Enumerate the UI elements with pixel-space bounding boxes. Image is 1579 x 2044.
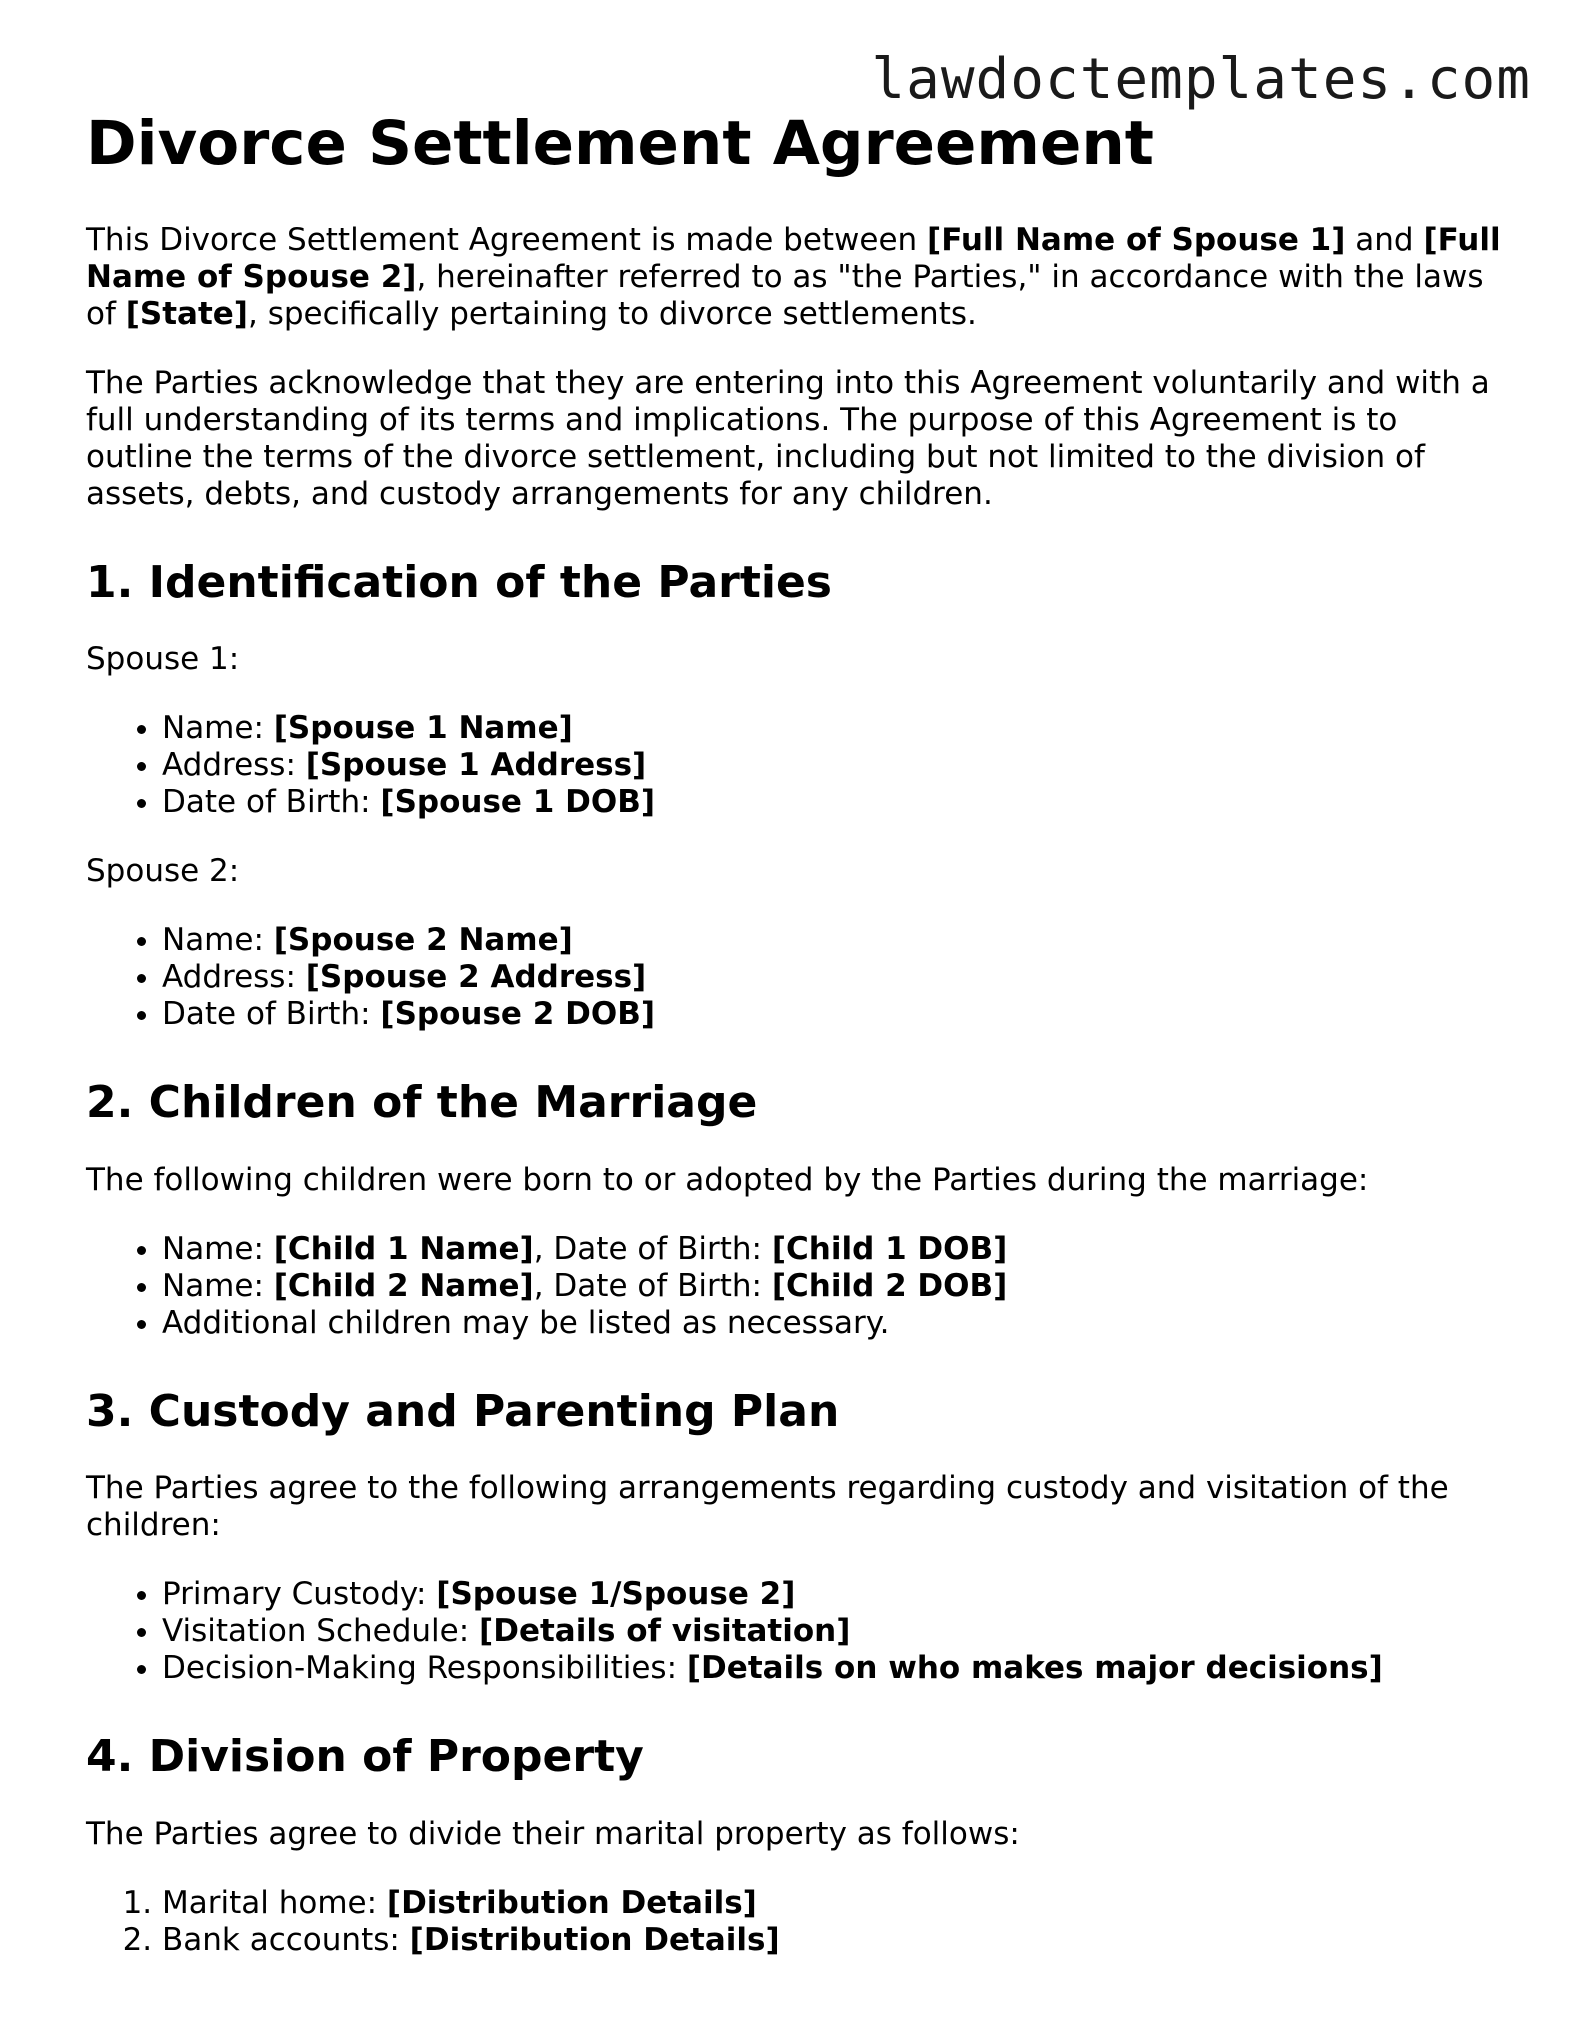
list-item: • Address: [Spouse 1 Address] [162, 747, 1506, 784]
list-item: • Date of Birth: [Spouse 1 DOB] [162, 784, 1506, 821]
children-intro: The following children were born to or adopted by the Parties during the marriage: [86, 1161, 1369, 1198]
spouse2-label: Spouse 2: [86, 853, 240, 890]
custody-list [86, 1576, 1506, 1687]
spouse2-details-list [86, 922, 1506, 1033]
spouse1-details-list [86, 710, 1506, 821]
list-item: • Additional children may be listed as necessary. [162, 1305, 1506, 1342]
list-item: • Address: [Spouse 2 Address] [162, 959, 1506, 996]
property-intro: The Parties agree to divide their marital property as follows: [86, 1815, 1020, 1852]
list-item: 1. Marital home: [Distribution Details] [162, 1885, 1506, 1922]
list-item: 2. Bank accounts: [Distribution Details] [162, 1922, 1506, 1959]
document-title: Divorce Settlement Agreement [86, 108, 1154, 179]
list-item: • Name: [Child 2 Name], Date of Birth: [Child 2 DOB] [162, 1268, 1506, 1305]
spouse1-fullname-placeholder: [Full Name of Spouse 1] [927, 222, 1346, 259]
section-heading-children: 2. Children of the Marriage [86, 1077, 758, 1129]
list-item: • Name: [Child 1 Name], Date of Birth: [Child 1 DOB] [162, 1231, 1506, 1268]
list-item: • Name: [Spouse 2 Name] [162, 922, 1506, 959]
spouse2-fullname-placeholder: [Full Name of Spouse 2] [86, 222, 1501, 296]
intro-paragraph-purpose: The Parties acknowledge that they are entering into this Agreement voluntarily and with a full understanding of its terms and implications. The purpose of this Agreement is to outline the terms of the divorce settlement, including but not limited to the division of assets, debts, and custody arrangements for any children. [86, 365, 1490, 513]
children-list [86, 1231, 1506, 1342]
section-heading-identification: 1. Identification of the Parties [86, 557, 832, 609]
intro-paragraph-parties: This Divorce Settlement Agreement is made between [Full Name of Spouse 1] and [Full Name of Spouse 2], hereinafter referred to as "the Parties," in accordance with the laws of [State], specifically pertaining to divorce settlements. [86, 222, 1501, 333]
spouse1-label: Spouse 1: [86, 641, 240, 678]
site-watermark: lawdoctemplates.com [871, 47, 1531, 112]
state-placeholder: [State] [125, 296, 248, 333]
list-item: • Decision-Making Responsibilities: [Details on who makes major decisions] [162, 1650, 1506, 1687]
section-heading-custody: 3. Custody and Parenting Plan [86, 1385, 840, 1437]
list-item: • Visitation Schedule: [Details of visitation] [162, 1613, 1506, 1650]
list-item: • Name: [Spouse 1 Name] [162, 710, 1506, 747]
section-heading-property: 4. Division of Property [86, 1731, 644, 1783]
property-list [86, 1885, 1506, 1959]
list-item: • Date of Birth: [Spouse 2 DOB] [162, 996, 1506, 1033]
custody-intro: The Parties agree to the following arrangements regarding custody and visitation of the children: [86, 1470, 1449, 1544]
list-item: • Primary Custody: [Spouse 1/Spouse 2] [162, 1576, 1506, 1613]
document-page [86, 108, 1506, 1991]
